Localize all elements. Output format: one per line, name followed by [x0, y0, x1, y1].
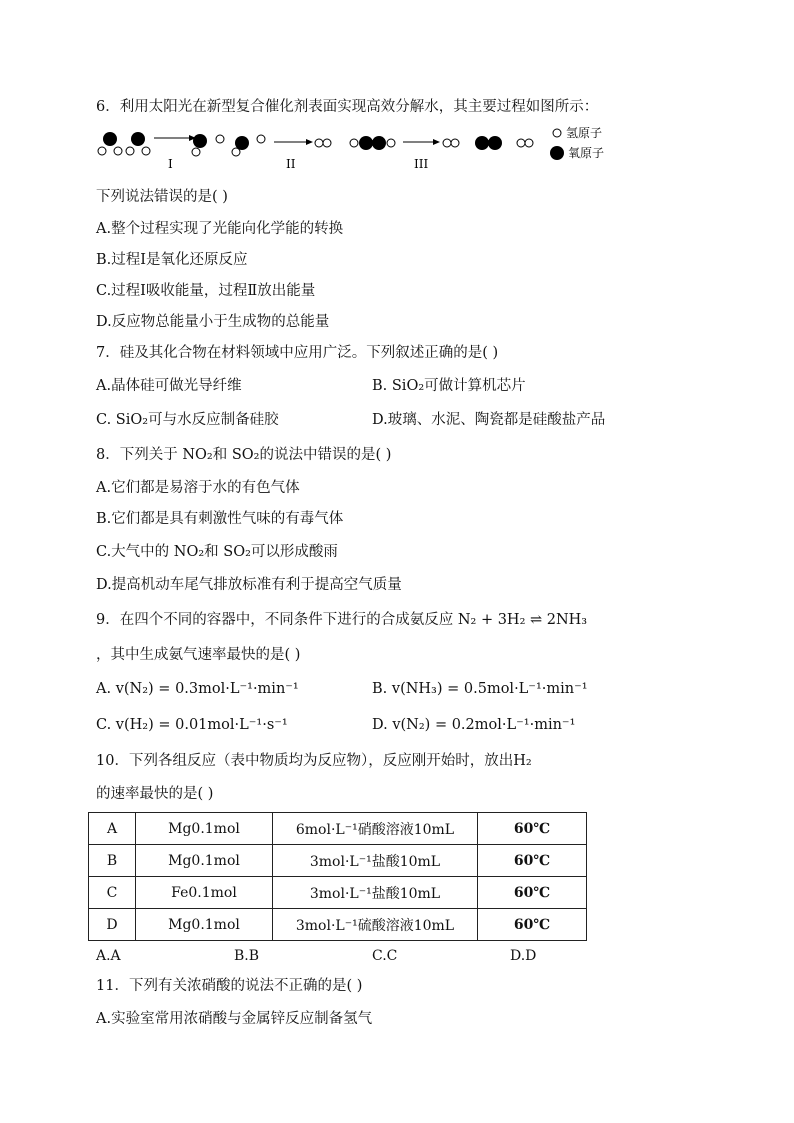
q9-option-d: D. v(N₂) = 0.2mol·L⁻¹·min⁻¹ [372, 717, 576, 733]
table-cell: 60℃ [478, 845, 587, 877]
table-cell: Fe0.1mol [136, 877, 273, 909]
legend-hydrogen-label: 氢原子 [566, 126, 603, 140]
q8-option-a: A.它们都是易溶于水的有色气体 [96, 480, 300, 496]
q7-option-c: C. SiO₂可与水反应制备硅胶 [96, 412, 279, 428]
q10-answer-b: B.B [234, 948, 260, 964]
q10-answer-d: D.D [510, 948, 537, 964]
q7-stem: 7．硅及其化合物在材料领域中应用广泛。下列叙述正确的是( ) [96, 345, 499, 361]
table-cell: Mg0.1mol [136, 845, 273, 877]
table-cell: Mg0.1mol [136, 813, 273, 845]
step-label-3: III [414, 157, 429, 171]
hydrogen-molecule-1 [315, 139, 331, 147]
table-row [89, 813, 587, 845]
arrow-step-1 [154, 135, 196, 171]
table-cell: 6mol·L⁻¹硝酸溶液10mL [273, 813, 478, 845]
q7-option-a: A.晶体硅可做光导纤维 [96, 378, 242, 394]
legend [550, 126, 604, 160]
table-cell: D [89, 909, 136, 941]
q6-option-d: D.反应物总能量小于生成物的总能量 [96, 314, 330, 330]
q6-option-b: B.过程Ⅰ是氧化还原反应 [96, 252, 248, 268]
q10-stem-line1: 10．下列各组反应（表中物质均为反应物），反应刚开始时，放出H₂ [96, 753, 532, 769]
table-cell: 60℃ [478, 877, 587, 909]
table-cell: A [89, 813, 136, 845]
q6-ask: 下列说法错误的是( ) [96, 189, 228, 205]
arrow-step-3 [403, 139, 440, 171]
hydrogen-molecule-2 [443, 139, 459, 147]
table-row [89, 909, 587, 941]
table-row [89, 845, 587, 877]
q8-option-d: D.提高机动车尾气排放标准有利于提高空气质量 [96, 577, 402, 593]
water-splitting-diagram [94, 124, 654, 176]
hydrogen-peroxide-molecule [350, 136, 395, 150]
step-label-1: I [168, 157, 173, 171]
q10-answer-a: A.A [96, 948, 121, 964]
table-cell: 3mol·L⁻¹硫酸溶液10mL [273, 909, 478, 941]
q9-stem-line2: ，其中生成氨气速率最快的是( ) [96, 647, 301, 663]
oxygen-molecule [475, 136, 502, 150]
legend-oxygen-icon [550, 146, 564, 160]
intermediate-species-1 [192, 134, 265, 156]
table-cell: 3mol·L⁻¹盐酸10mL [273, 845, 478, 877]
q10-answer-c: C.C [372, 948, 398, 964]
q8-option-b: B.它们都是具有刺激性气味的有毒气体 [96, 511, 344, 527]
table-cell: B [89, 845, 136, 877]
table-row [89, 877, 587, 909]
q6-stem: 6．利用太阳光在新型复合催化剂表面实现高效分解水，其主要过程如图所示： [96, 99, 599, 115]
q9-stem-line1: 9．在四个不同的容器中，不同条件下进行的合成氨反应 N₂ + 3H₂ ⇌ 2NH₃ [96, 612, 588, 628]
table-cell: 3mol·L⁻¹盐酸10mL [273, 877, 478, 909]
q9-option-b: B. v(NH₃) = 0.5mol·L⁻¹·min⁻¹ [372, 681, 588, 697]
q6-option-a: A.整个过程实现了光能向化学能的转换 [96, 221, 344, 237]
legend-hydrogen-icon [553, 129, 561, 137]
q6-option-c: C.过程Ⅰ吸收能量，过程Ⅱ放出能量 [96, 283, 316, 299]
table-cell: 60℃ [478, 909, 587, 941]
q8-stem: 8．下列关于 NO₂和 SO₂的说法中错误的是( ) [96, 447, 392, 463]
q9-option-a: A. v(N₂) = 0.3mol·L⁻¹·min⁻¹ [96, 681, 299, 697]
water-molecules-start [98, 132, 150, 155]
reaction-table [88, 812, 587, 941]
q9-option-c: C. v(H₂) = 0.01mol·L⁻¹·s⁻¹ [96, 717, 288, 733]
q10-stem-line2: 的速率最快的是( ) [96, 786, 214, 802]
table-cell: 60℃ [478, 813, 587, 845]
table-cell: Mg0.1mol [136, 909, 273, 941]
legend-oxygen-label: 氧原子 [568, 146, 605, 160]
arrow-step-2 [274, 139, 313, 171]
q8-option-c: C.大气中的 NO₂和 SO₂可以形成酸雨 [96, 544, 338, 560]
q7-option-d: D.玻璃、水泥、陶瓷都是硅酸盐产品 [372, 412, 606, 428]
step-label-2: II [286, 157, 296, 171]
q11-stem: 11．下列有关浓硝酸的说法不正确的是( ) [96, 978, 363, 994]
table-cell: C [89, 877, 136, 909]
q11-option-a: A.实验室常用浓硝酸与金属锌反应制备氢气 [96, 1011, 373, 1027]
hydrogen-molecule-3 [517, 139, 533, 147]
q7-option-b: B. SiO₂可做计算机芯片 [372, 378, 526, 394]
